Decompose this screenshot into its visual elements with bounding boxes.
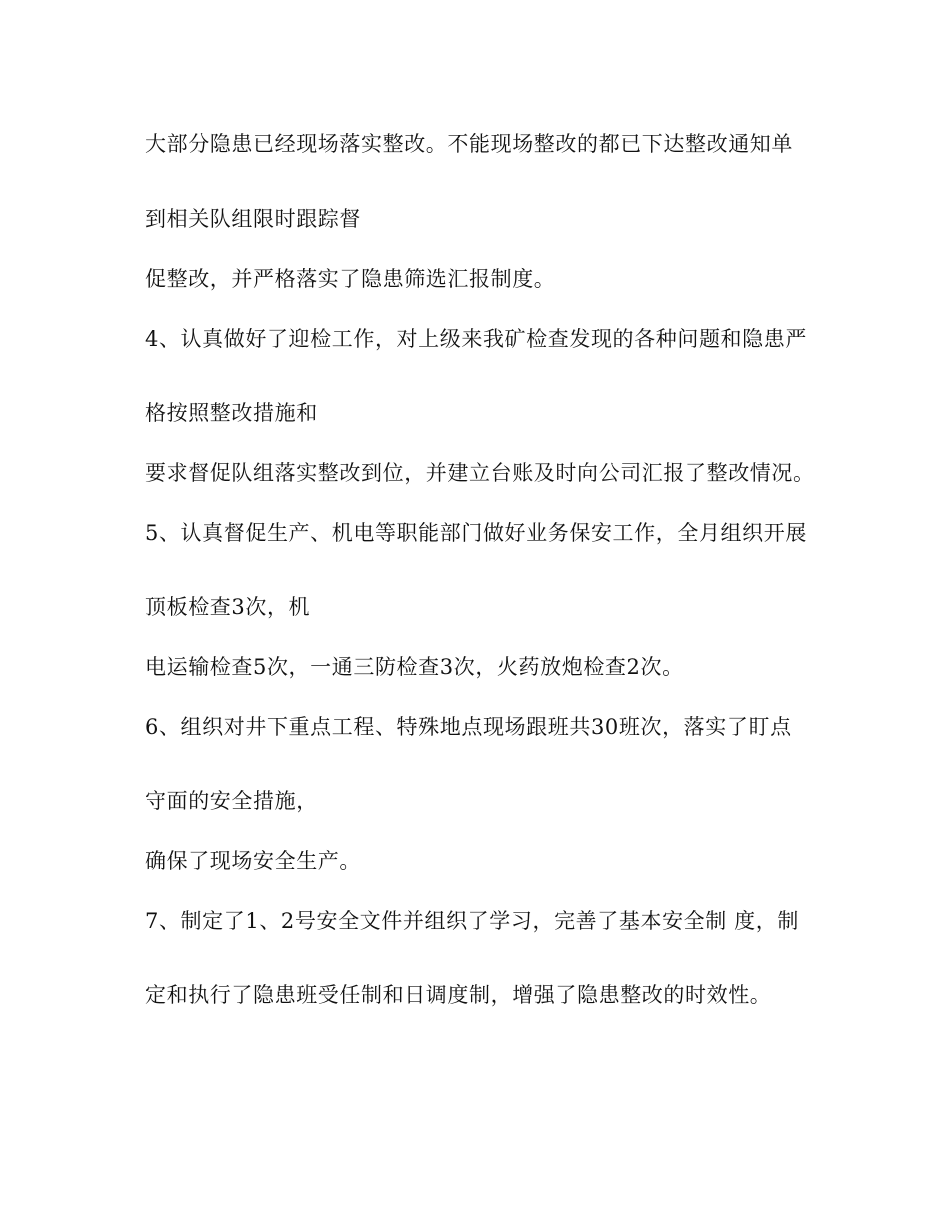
text-line: 确保了现场安全生产。 xyxy=(145,849,361,873)
text-line: 电运输检查5次，一通三防检查3次，火药放炮检查2次。 xyxy=(145,655,684,679)
text-line: 4、认真做好了迎检工作，对上级来我矿检查发现的各种问题和隐患严 xyxy=(145,327,807,351)
text-line: 5、认真督促生产、机电等职能部门做好业务保安工作，全月组织开展 xyxy=(145,521,807,545)
text-line: 6、组织对井下重点工程、特殊地点现场跟班共30班次，落实了盯点 xyxy=(145,715,792,739)
text-line: 到相关队组限时跟踪督 xyxy=(145,207,361,231)
text-line: 定和执行了隐患班受任制和日调度制，增强了隐患整改的时效性。 xyxy=(145,983,772,1007)
text-line: 守面的安全措施， xyxy=(145,789,318,813)
text-line: 顶板检查3次，机 xyxy=(145,595,311,619)
text-line: 要求督促队组落实整改到位，并建立台账及时向公司汇报了整改情况。 xyxy=(145,461,815,485)
text-line: 促整改，并严格落实了隐患筛选汇报制度。 xyxy=(145,267,556,291)
text-line: 7、制定了1、2号安全文件并组织了学习，完善了基本安全制 度，制 xyxy=(145,909,799,933)
text-line: 格按照整改措施和 xyxy=(145,401,318,425)
text-line: 大部分隐患已经现场落实整改。不能现场整改的都已下达整改通知单 xyxy=(145,132,793,156)
